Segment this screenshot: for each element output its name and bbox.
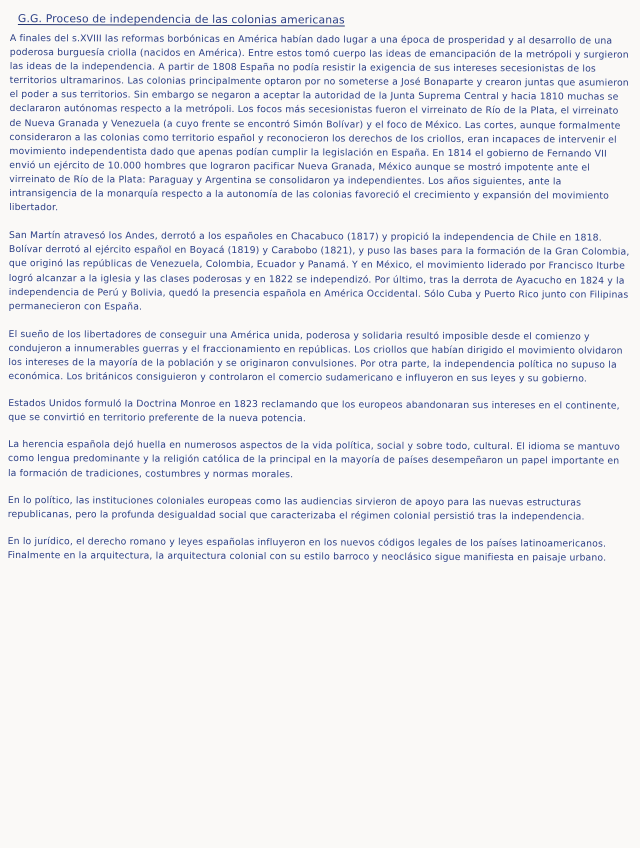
paragraph-politics [8, 494, 630, 525]
paragraph-campaigns [9, 229, 631, 316]
handwritten-notes [8, 6, 632, 580]
paragraph-text: Estados Unidos formuló la Doctrina Monroe en 1823 reclamando que los europeos abandonaran sus intereses en el continente, que se convirtió en territorio preferente de la nueva potencia. [8, 398, 620, 425]
paragraph-text: En lo político, las instituciones coloniales europeas como las audiencias sirvieron de apoyo para las nuevas estructuras republicanas, pero la profunda desigualdad social que caracterizaba el régimen colonial persistió tras la independencia. [7, 494, 585, 523]
paragraph-background [9, 32, 632, 218]
paragraph-text: El sueño de los libertadores de conseguir una América unida, poderosa y solidaria resultó imposible desde el comienzo y condujeron a innumerables guerras y el fraccionamiento en repúblicas. Los criollos que habían dirigido el movimiento olvidaron los intereses de la mayoría de la población y se originaron convulsiones. Por otra parte, la independencia política no supuso la económica. Los británicos consiguieron y controlaron el comercio sudamericano e influyeron en sus leyes y su gobierno. [8, 328, 623, 385]
paragraph-text: A finales del s.XVIII las reformas borbónicas en América habían dado lugar a una época de prosperidad y al desarrollo de una poderosa burguesía criolla (nacidos en América). Entre estos tomó cuerpo las ideas de emancipación de la metrópoli y surgieron las ideas de la independencia. A partir de 1808 España no podía resistir la exigencia de sus intereses secesionistas de los territorios ultramarinos. Las colonias principalmente optaron por no someterse a José Bonaparte y crearon juntas que asumieron el poder a sus territorios. Sin embargo se negaron a aceptar la autoridad de la Junta Suprema Central y hacia 1810 muchas se declararon autónomas respecto a la metrópoli. Los focos más secesionistas fueron el virreinato de Río de la Plata, el virreinato de Nueva Granada y Venezuela (a cuyo frente se encontró Simón Bolívar) y el foco de México. Las cortes, aunque formalmente consideraron a las colonias como territorio español y reconocieron los derechos de los criollos, eran incapaces de intervenir el movimiento independentista dado que apenas podían cumplir la legislación en España. En 1814 el gobierno de Fernando VII envió un ejército de 10.000 hombres que lograron pacificar Nueva Granada, México aunque se mostró impotente ante el virreinato de Río de la Plata: Paraguay y Argentina se consolidaron ya independientes. Los años siguientes, ante la intransigencia de la monarquía respecto a la autonomía de las colonias favoreció el crecimiento y expansión del movimiento libertador. [9, 32, 629, 214]
paragraph-text: San Martín atravesó los Andes, derrotó a los españoles en Chacabuco (1817) y propició la independencia de Chile en 1818. Bolívar derrotó al ejército español en Boyacá (1819) y Carabobo (1821), y puso las bases para la formación de la Gran Colombia, que originó las repúblicas de Venezuela, Colombia, Ecuador y Panamá. Y en México, el movimiento liderado por Francisco Iturbe logró alcanzar a la iglesia y las clases poderosas y en 1822 se independizó. Por último, tras la derrota de Ayacucho en 1824 y la independencia de Perú y Bolivia, quedó la presencia española en América Occidental. Sólo Cuba y Puerto Rico junto con Filipinas permanecieron con España. [8, 230, 630, 313]
paragraph-text: La herencia española dejó huella en numerosos aspectos de la vida política, social y sobre todo, cultural. El idioma se mantuvo como lengua predominante y la religión católica de la principal en la mayoría de países desempeñaron un papel importante en la formación de tradiciones, costumbres y normas morales. [7, 439, 621, 480]
paragraph-law [8, 535, 630, 566]
page-title: G.G. Proceso de independencia de las colonias americanas [17, 12, 345, 27]
paragraph-consequences [8, 328, 630, 387]
paragraph-heritage [8, 438, 630, 483]
paragraph-monroe [8, 397, 630, 428]
paragraph-text: En lo jurídico, el derecho romano y leyes españolas influyeron en los nuevos códigos legales de los países latinoamericanos. Finalmente en la arquitectura, la arquitectura colonial con su estilo barroco y neoclásico sigue manifiesta en paisaje urbano. [7, 535, 607, 564]
